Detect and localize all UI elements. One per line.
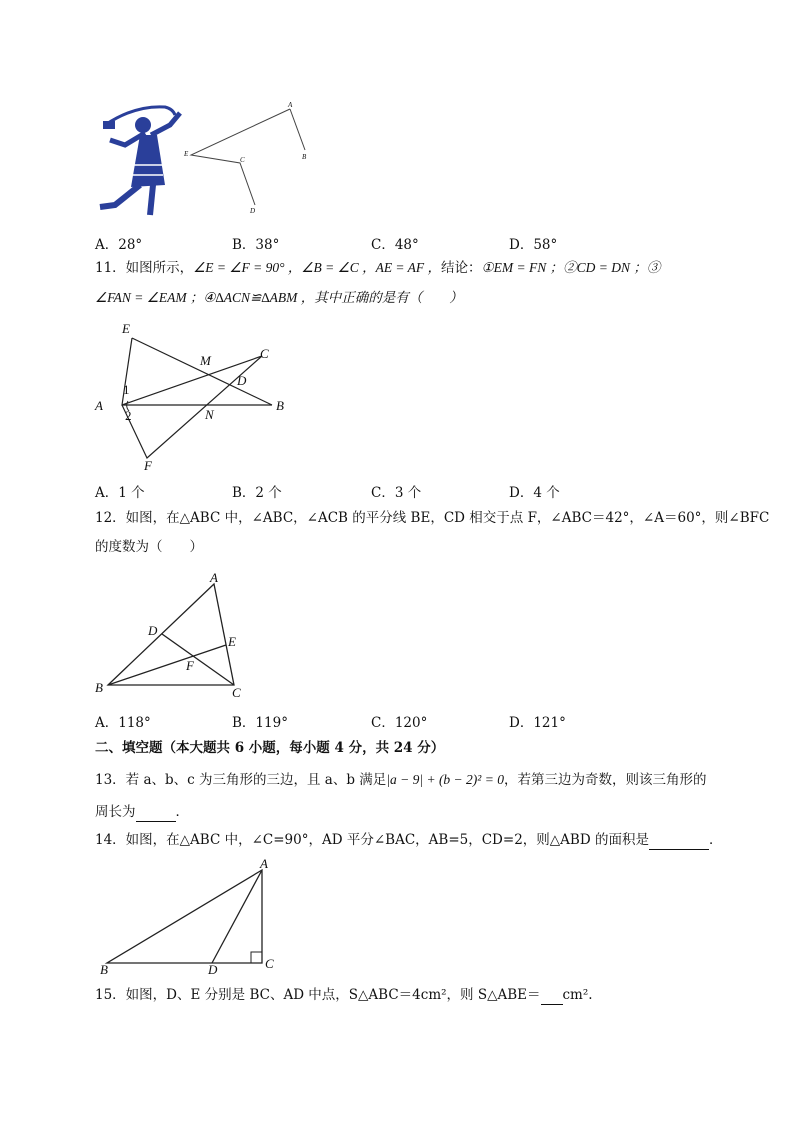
label-D: D <box>250 207 256 215</box>
q14-figure <box>92 858 282 978</box>
svg-text:C: C <box>265 956 274 971</box>
svg-text:B: B <box>100 962 108 977</box>
q14-answer-blank[interactable] <box>649 835 709 850</box>
svg-text:D: D <box>148 623 158 638</box>
q10-figure <box>95 95 325 225</box>
svg-text:F: F <box>144 458 152 473</box>
dancer-illustration <box>95 95 325 225</box>
q14-stem: 14．如图，在△ABC 中，∠C=90°，AD 平分∠BAC，AB=5，CD=2，则△ABD 的面积是 ． <box>95 832 723 848</box>
svg-text:E: E <box>122 321 130 336</box>
svg-text:A: A <box>260 858 268 871</box>
q12-option-b[interactable]: B．119° <box>232 715 288 731</box>
svg-text:B: B <box>276 398 284 413</box>
q12-option-c[interactable]: C．120° <box>371 715 428 731</box>
svg-text:C: C <box>232 685 241 700</box>
q13-stem-line1: 13．若 a、b、c 为三角形的三边，且 a、b 满足|a − 9| + (b − 2)² = 0，若第三边为奇数，则该三角形的 <box>95 772 707 788</box>
svg-text:C: C <box>260 346 269 361</box>
label-E: E <box>184 150 189 158</box>
svg-text:D: D <box>237 373 247 388</box>
svg-text:E: E <box>228 634 236 649</box>
q13-answer-blank[interactable] <box>136 807 176 822</box>
svg-text:B: B <box>95 680 103 695</box>
label-B: B <box>302 153 307 161</box>
q13-stem-line2: 周长为 ． <box>95 804 189 820</box>
q11-stem-line1: 11．如图所示，∠E = ∠F = 90° ，∠B = ∠C ，AE = AF ，结论：①EM = FN ；②CD = DN ；③ <box>95 260 661 276</box>
svg-text:A: A <box>95 398 103 413</box>
q10-option-a[interactable]: A．28° <box>95 237 143 253</box>
q10-option-d[interactable]: D．58° <box>509 237 558 253</box>
q15-stem: 15．如图，D、E 分别是 BC、AD 中点，S△ABC＝4cm²，则 S△ABE＝ cm². <box>95 987 593 1003</box>
svg-text:N: N <box>205 407 214 422</box>
section-heading: 二、填空题（本大题共 6 小题，每小题 4 分，共 24 分） <box>95 740 445 756</box>
q12-option-a[interactable]: A．118° <box>95 715 151 731</box>
q11-option-a[interactable]: A．1 个 <box>95 485 145 501</box>
svg-text:M: M <box>200 353 211 368</box>
svg-text:A: A <box>210 570 218 585</box>
label-A: A <box>288 101 293 109</box>
svg-text:F: F <box>186 658 194 673</box>
q10-option-c[interactable]: C．48° <box>371 237 419 253</box>
label-C: C <box>240 156 245 164</box>
svg-text:1: 1 <box>123 382 130 397</box>
q11-figure <box>92 318 292 473</box>
q10-option-b[interactable]: B．38° <box>232 237 280 253</box>
q11-option-d[interactable]: D．4 个 <box>509 485 560 501</box>
q11-stem-line2: ∠FAN = ∠EAM ；④∆ACN≌∆ABM ，其中正确的是有（ ） <box>95 290 463 305</box>
q12-option-d[interactable]: D．121° <box>509 715 566 731</box>
q15-answer-blank[interactable] <box>541 990 563 1005</box>
q11-option-c[interactable]: C．3 个 <box>371 485 422 501</box>
q12-figure <box>92 568 262 703</box>
svg-text:2: 2 <box>125 408 132 423</box>
q11-option-b[interactable]: B．2 个 <box>232 485 282 501</box>
q12-stem-line1: 12．如图，在△ABC 中，∠ABC，∠ACB 的平分线 BE，CD 相交于点 F，∠ABC＝42°，∠A＝60°，则∠BFC <box>95 510 770 526</box>
svg-text:D: D <box>208 962 218 977</box>
q12-stem-line2: 的度数为（ ） <box>95 539 203 555</box>
